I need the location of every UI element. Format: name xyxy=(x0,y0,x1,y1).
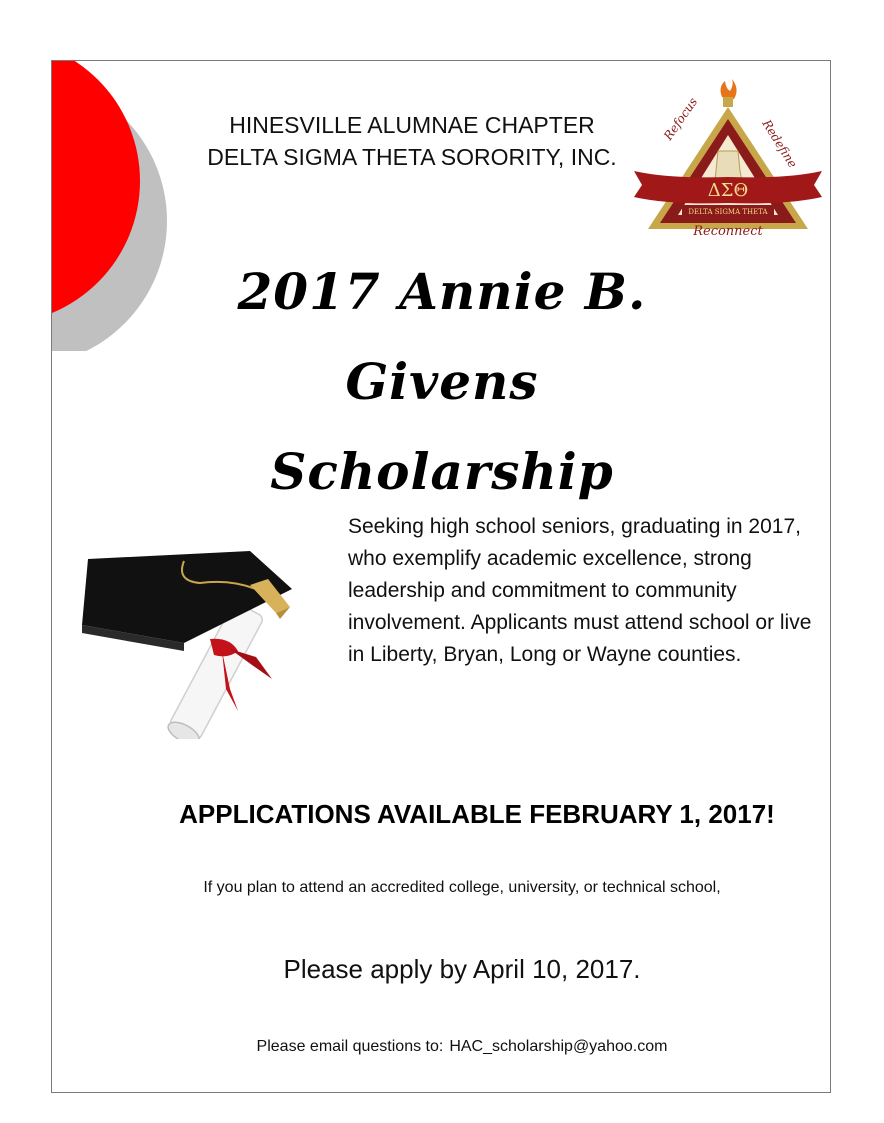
contact-label: Please email questions to: xyxy=(256,1038,444,1055)
crest-left-word: Refocus xyxy=(660,95,701,143)
application-deadline: Please apply by April 10, 2017. xyxy=(283,954,641,984)
contact-line xyxy=(152,1036,772,1058)
delta-sigma-theta-crest-icon xyxy=(630,79,825,239)
eligibility-description: Seeking high school seniors, graduating in 2017, who exemplify academic excellence, strong leadership and commitment to community involvement. Applicants must attend school or live in Liberty, Bryan, Long or Wayne counties. xyxy=(348,515,812,666)
sorority-name: DELTA SIGMA THETA SORORITY, INC. xyxy=(207,144,617,170)
applications-available: APPLICATIONS AVAILABLE FEBRUARY 1, 2017! xyxy=(179,799,775,829)
title-line-2: Scholarship xyxy=(270,442,614,501)
attend-note: If you plan to attend an accredited college, university, or technical school, xyxy=(203,879,721,896)
chapter-heading xyxy=(192,109,632,173)
graduation-cap-diploma-icon xyxy=(80,539,310,739)
flyer-page xyxy=(51,60,831,1093)
crest-banner-text: DELTA SIGMA THETA xyxy=(688,208,768,216)
scholarship-title xyxy=(142,247,742,517)
crest-bottom-word: Reconnect xyxy=(693,224,763,239)
contact-email-link[interactable]: HAC_scholarship@yahoo.com xyxy=(449,1038,668,1055)
chapter-name: HINESVILLE ALUMNAE CHAPTER xyxy=(229,112,595,138)
title-line-1: 2017 Annie B. Givens xyxy=(237,262,647,411)
crest-letters: ΔΣΘ xyxy=(707,180,749,201)
crest-right-word: Redefine xyxy=(759,117,800,171)
